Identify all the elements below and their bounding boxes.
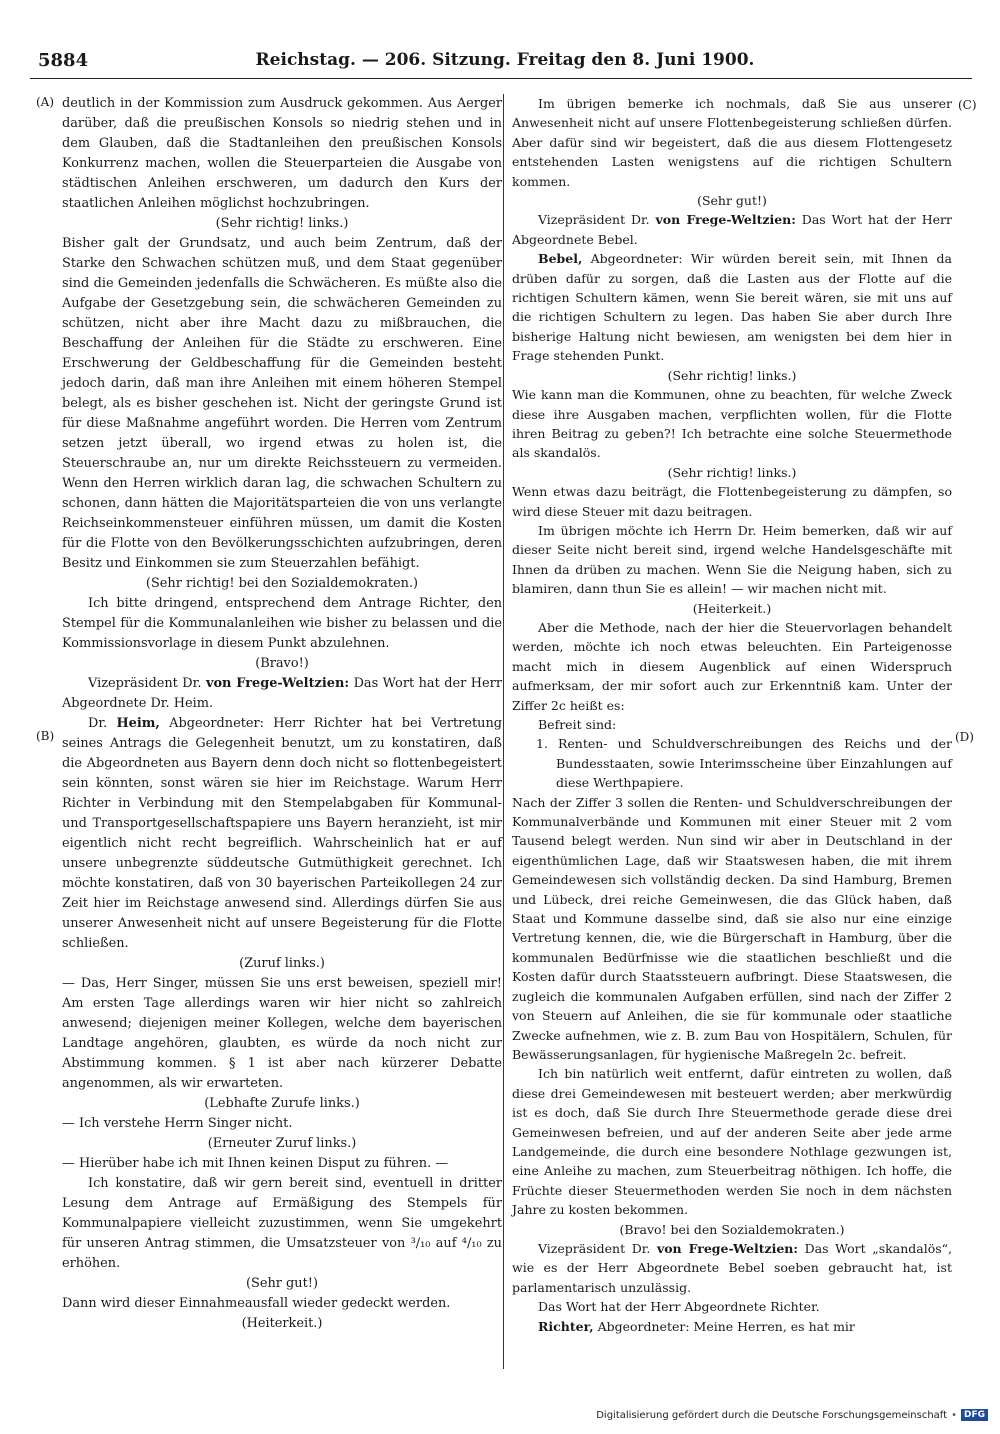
footer — [596, 1406, 988, 1424]
running-title: Reichstag. — 206. Sitzung. Freitag den 8. Juni 1900. — [255, 50, 755, 70]
paragraph: deutlich in der Kommission zum Ausdruck gekommen. Aus Aerger darüber, daß die preußischen Konsols so niedrig stehen und in dem Glauben, daß die Stadtanleihen den preußischen Konsols Konkurrenz machen, wollen die Steuerparteien die Ausgabe von städtischen Anleihen erschweren, um dadurch den Kurs der staatlichen Anleihen möglichst hochzubringen. — [62, 96, 502, 211]
footer-separator: • — [951, 1409, 957, 1421]
paragraph: Dann wird dieser Einnahmeausfall wieder gedeckt werden. — [62, 1296, 451, 1311]
paragraph — [62, 714, 502, 954]
interjection: (Sehr gut!) — [697, 193, 767, 209]
speech-text: Das Wort hat der Herr Abgeordnete Bebel. — [512, 212, 952, 247]
paragraph: — Ich verstehe Herrn Singer nicht. — [62, 1116, 293, 1131]
interjection: (Heiterkeit.) — [692, 600, 772, 616]
paragraph: Ich bin natürlich weit entfernt, dafür eintreten zu wollen, daß diese drei Gemeindewesen mit besteuert werden; aber merkwürdig ist es doch, daß Sie durch Ihre Steuermethode gerade diese drei Gemeinwesen befreien, und auf der anderen Seite aber jede arme Landgemeinde, die durch eine besondere Nothlage gezwungen ist, eine Anleihe zu machen, zum Steuerbeitrag nöthigen. Ich hoffe, die Früchte dieser Steuermethoden werden Sie noch in dem nächsten Jahre zu kosten bekommen. — [512, 1066, 952, 1218]
margin-marker-d: (D) — [955, 730, 974, 744]
speech-text: Das Wort „skandalös“, wie es der Herr Abgeordnete Bebel soeben gebraucht hat, ist parlamentarisch unzulässig. — [512, 1240, 952, 1295]
interjection: (Erneuter Zuruf links.) — [207, 1136, 357, 1151]
page-header — [38, 50, 972, 76]
interjection: (Bravo!) — [255, 656, 309, 671]
paragraph: Ich konstatire, daß wir gern bereit sind, eventuell in dritter Lesung dem Antrage auf Ermäßigung des Stempels für Kommunalpapiere vielleicht zuzustimmen, wenn Sie umgekehrt für unseren Antrag stimmen, die Umsatzsteuer von ³/₁₀ auf ⁴/₁₀ zu erhöhen. — [62, 1176, 502, 1271]
speech-text: Abgeordneter: Herr Richter hat bei Vertretung seines Antrags die Gelegenheit benutzt, um zu konstatiren, daß die Abgeordneten aus Bayern denn doch nicht so flottenbegeistert sein könnten, sonst wären sie hier im Reichstage. Warum Herr Richter in Verbindung mit den Stempelabgaben für Kommunal- und Transportgesellschaftspapiere uns Bayern heranzieht, ist mir eigentlich nicht recht begreiflich. Wahrscheinlich hat er auf unsere unbegrenzte süddeutsche Gutmüthigkeit gerechnet. Ich möchte konstatiren, daß von 30 bayerischen Parteikollegen 24 zur Zeit hier im Reichstage anwesend sind. Allerdings dürfen Sie aus unserer Anwesenheit nicht auf unsere Begeisterung für die Flotte schließen. — [62, 716, 503, 951]
paragraph: — Das, Herr Singer, müssen Sie uns erst beweisen, speziell mir! Am ersten Tage allerdings waren wir hier nicht so zahlreich anwesend; diejenigen meiner Kollegen, welche dem bayerischen Landtage angehören, glaubten, es würde da noch nicht zur Abstimmung kommen. § 1 ist aber nach kürzerer Debatte angenommen, als wir erwarteten. — [62, 976, 502, 1091]
interjection: (Zuruf links.) — [239, 956, 325, 971]
paragraph — [512, 1239, 952, 1297]
speaker-prefix: Dr. — [88, 716, 117, 731]
interjection: (Heiterkeit.) — [241, 1316, 323, 1331]
paragraph: Wie kann man die Kommunen, ohne zu beachten, für welche Zweck diese ihre Ausgaben machen, verpflichten wollen, für die Flotte ihren Beitrag zu geben?! Ich betrachte eine solche Steuermethode als skandalös. — [512, 387, 952, 461]
header-rule — [30, 78, 972, 79]
paragraph: Nach der Ziffer 3 sollen die Renten- und Schuldverschreibungen der Kommunalverbände und Kommunen mit einer Steuer mit 2 vom Tausend belegt werden. Nun sind wir aber in Deutschland in der eigenthümlichen Lage, daß wir Staatswesen haben, die mit ihrem Gemeindewesen sich vollständig decken. Da sind Hamburg, Bremen und Lübeck, drei reiche Gemeinwesen, die das Glück haben, daß Staat und Kommune dasselbe sind, daß sie also nur eine einzige Vertretung kennen, die, wie die Bürgerschaft in Hamburg, über die kommunalen Bedürfnisse wie die staatlichen beschließt und die Kosten dafür durch Staatssteuern aufbringt. Diese Staatswesen, die zugleich die kommunalen Aufgaben erfüllen, sind nach der Ziffer 2 von Steuern auf Anleihen, die sie für kommunale oder staatliche Zwecke aufnehmen, wie z. B. zum Bau von Hospitälern, Schulen, für Bewässerungsanlagen, für hygienische Maßregeln 2c. befreit. — [512, 794, 952, 1062]
column-divider — [503, 94, 504, 1369]
interjection: (Sehr richtig! links.) — [667, 367, 797, 383]
paragraph: Bisher galt der Grundsatz, und auch beim Zentrum, daß der Starke den Schwachen schützen muß, und dem Staat gegenüber sind die Gemeinden jedenfalls die Schwächeren. Es müßte also die Aufgabe der Gesetzgebung sein, die schwächeren Gemeinden zu schützen, nicht aber ihre Macht dazu zu mißbrauchen, die Beschaffung der Anleihen für die Städte zu erschweren. Eine Erschwerung der Geldbeschaffung für die Gemeinden besteht jedoch darin, daß man ihre Anleihen mit einem höheren Stempel belegt, als es bisher geschehen ist. Nicht der geringste Grund ist für diese Maßnahme angeführt worden. Die Herren vom Zentrum setzen jetzt überall, wo irgend etwas zu holen ist, die Steuerschraube an, nur um direkte Reichssteuern zu vermeiden. Wenn den Herren wirklich daran lag, die schwachen Schultern zu schonen, dann hätten die Majoritätsparteien die von uns verlangte Reichseinkommensteuer einführen müssen, um damit die Kosten für die Flotte von den Bevölkerungsschichten aufzubringen, deren Besitz und Einkommen sie zum Steuerzahlen befähigt. — [62, 236, 502, 571]
margin-marker-a: (A) — [36, 95, 55, 109]
paragraph: Wenn etwas dazu beiträgt, die Flottenbegeisterung zu dämpfen, so wird diese Steuer mit dazu beitragen. — [512, 484, 952, 519]
paragraph: 1. Renten- und Schuldverschreibungen des Reichs und der Bundesstaaten, sowie Interimsscheine über Einzahlungen auf diese Werthpapiere. — [536, 736, 952, 791]
speaker-name: Richter, — [538, 1318, 594, 1334]
speaker-name: Bebel, — [538, 251, 583, 267]
dfg-logo: DFG — [961, 1409, 988, 1421]
footer-credit: Digitalisierung gefördert durch die Deutsche Forschungsgemeinschaft — [596, 1409, 948, 1421]
speaker-prefix: Vizepräsident Dr. — [538, 1240, 657, 1256]
interjection: (Lebhafte Zurufe links.) — [204, 1096, 360, 1111]
paragraph: — Hierüber habe ich mit Ihnen keinen Disput zu führen. — — [62, 1156, 449, 1171]
speaker-prefix: Vizepräsident Dr. — [88, 676, 206, 691]
interjection: (Bravo! bei den Sozialdemokraten.) — [619, 1221, 845, 1237]
speaker-name: von Frege-Weltzien: — [655, 212, 796, 228]
paragraph: Befreit sind: — [538, 717, 617, 732]
paragraph: Im übrigen bemerke ich nochmals, daß Sie aus unserer Anwesenheit nicht auf unsere Flottenbegeisterung schließen dürfen. Aber dafür sind wir begeistert, daß die aus diesem Flottengesetz entstehenden Lasten wenigstens auf die richtigen Schultern kommen. — [512, 96, 952, 189]
speaker-name: von Frege-Weltzien: — [205, 676, 350, 691]
paragraph — [512, 1317, 952, 1336]
page-number: 5884 — [38, 50, 89, 71]
right-column — [512, 94, 952, 1336]
interjection: (Sehr richtig! links.) — [215, 216, 349, 231]
left-column — [62, 94, 502, 1334]
interjection: (Sehr richtig! links.) — [667, 464, 797, 480]
speaker-name: Heim, — [116, 716, 160, 731]
speaker-name: von Frege-Weltzien: — [656, 1240, 799, 1256]
paragraph — [62, 674, 502, 714]
paragraph: Im übrigen möchte ich Herrn Dr. Heim bemerken, daß wir auf dieser Seite nicht bereit sind, irgend welche Handelsgeschäfte mit Ihnen da drüben zu machen. Wenn Sie die Neigung haben, sich zu blamiren, dann thun Sie es allein! — wir machen nicht mit. — [512, 522, 952, 597]
margin-marker-b: (B) — [36, 729, 55, 743]
speech-text: Das Wort hat der Herr Abgeordnete Dr. Heim. — [62, 676, 502, 711]
speaker-prefix: Vizepräsident Dr. — [538, 212, 656, 228]
paragraph — [512, 249, 952, 365]
paragraph: Ich bitte dringend, entsprechend dem Antrage Richter, den Stempel für die Kommunalanleihen wie bisher zu belassen und die Kommissionsvorlage in diesem Punkt abzulehnen. — [62, 596, 502, 651]
speech-text: Abgeordneter: Meine Herren, es hat mir — [593, 1318, 855, 1334]
paragraph: Aber die Methode, nach der hier die Steuervorlagen behandelt werden, möchte ich noch etwas beleuchten. Ein Parteigenosse macht mich in diesem Augenblick auf einen Widerspruch aufmerksam, der mir sofort auch zur Erkenntniß kam. Unter der Ziffer 2c heißt es: — [512, 619, 952, 713]
interjection: (Sehr richtig! bei den Sozialdemokraten.) — [145, 576, 419, 591]
paragraph: Das Wort hat der Herr Abgeordnete Richter. — [538, 1299, 820, 1315]
speech-text: Abgeordneter: Wir würden bereit sein, mit Ihnen da drüben dafür zu sorgen, daß die Lasten aus der Flotte auf die richtigen Schultern kämen, wenn Sie bereit wären, sie mit uns auf die richtigen Schultern zu legen. Das haben Sie aber durch Ihre bisherige Haltung nicht bewiesen, am wenigsten bei dem hier in Frage stehenden Punkt. — [512, 251, 952, 364]
margin-marker-c: (C) — [958, 98, 977, 112]
paragraph — [512, 210, 952, 249]
interjection: (Sehr gut!) — [246, 1276, 318, 1291]
